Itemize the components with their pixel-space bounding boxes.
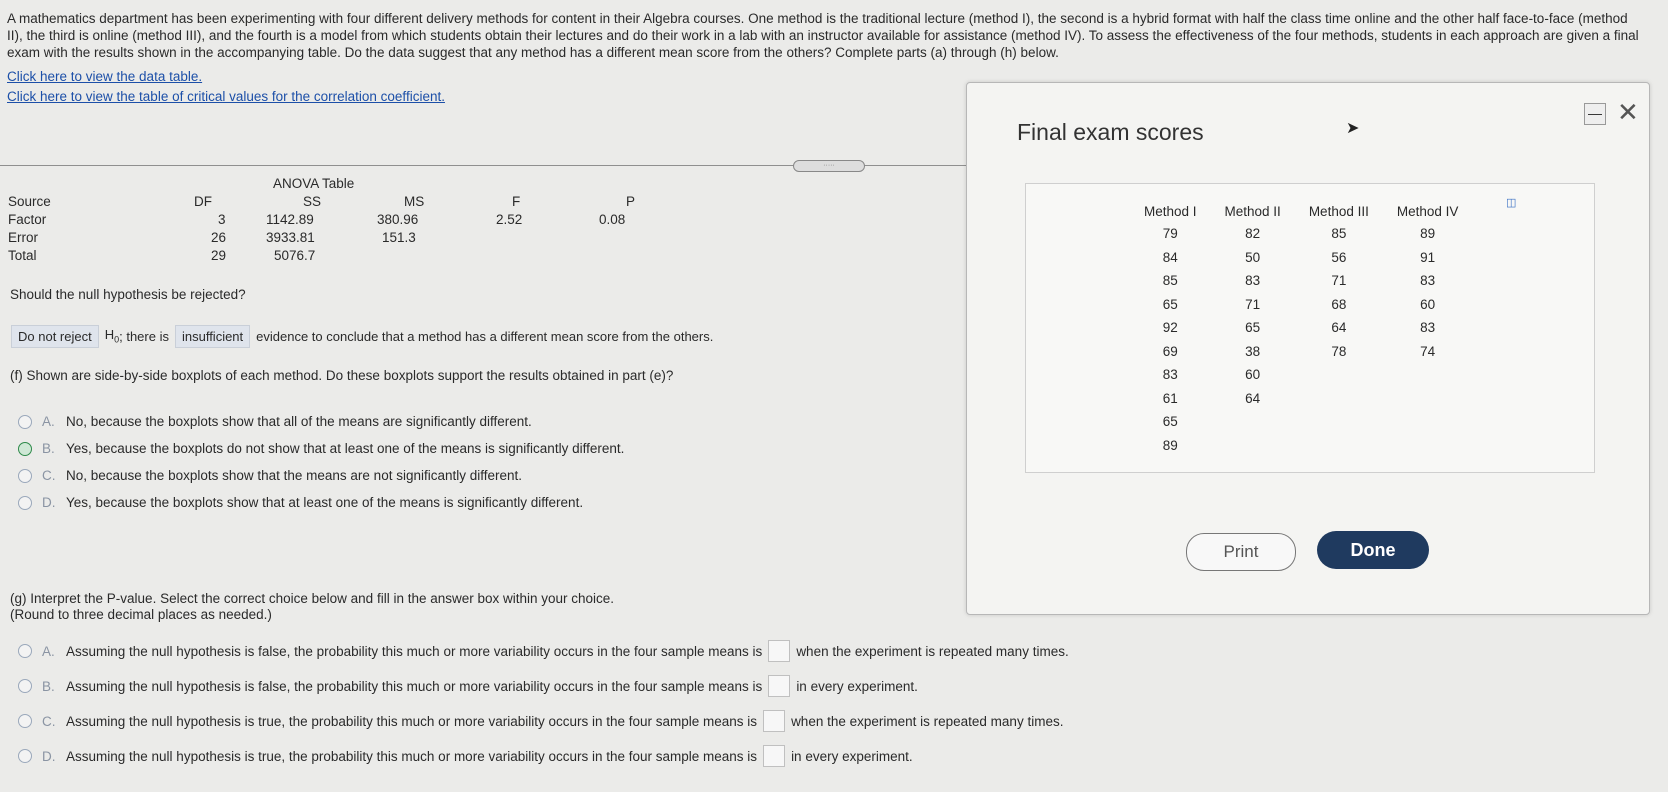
table-row (1130, 269, 1472, 293)
table-cell: 50 (1245, 249, 1261, 265)
table-cell: 83 (1245, 273, 1261, 289)
table-cell (1383, 434, 1473, 458)
close-button[interactable]: ✕ (1617, 97, 1639, 127)
question-e: Should the null hypothesis be rejected? (10, 287, 246, 302)
option-letter: A. (42, 643, 55, 659)
anova-header: SS (303, 194, 322, 209)
table-cell (1295, 434, 1383, 458)
table-cell: 38 (1245, 343, 1261, 359)
option-text: Assuming the null hypothesis is false, the probability this much or more variability occurs in the four sample means is (66, 643, 763, 659)
copy-icon[interactable]: ◫ (1506, 197, 1517, 209)
option-f-b[interactable] (18, 441, 624, 456)
table-cell: 56 (1331, 249, 1347, 265)
option-g-d[interactable] (18, 745, 913, 767)
table-cell: 83 (1420, 320, 1436, 336)
anova-cell: 26 (211, 230, 227, 245)
option-f-c[interactable] (18, 468, 522, 483)
table-cell: 65 (1162, 296, 1178, 312)
option-g-a[interactable] (18, 640, 1069, 662)
mouse-cursor-icon: ➤ (1346, 120, 1360, 137)
table-cell: 83 (1420, 273, 1436, 289)
table-row (1130, 410, 1472, 434)
scores-table (1130, 200, 1472, 457)
option-text: Assuming the null hypothesis is false, the probability this much or more variability occurs in the four sample means is (66, 678, 763, 694)
table-row (1130, 222, 1472, 246)
table-cell (1295, 410, 1383, 434)
radio-button-checked[interactable] (18, 442, 32, 456)
table-cell: 60 (1245, 367, 1261, 383)
anova-header: F (512, 194, 521, 209)
option-text-after: when the experiment is repeated many times. (796, 643, 1069, 659)
dialog-title: Final exam scores (1017, 119, 1204, 145)
radio-button[interactable] (18, 749, 32, 763)
option-text: Assuming the null hypothesis is true, the probability this much or more variability occurs in the four sample means is (66, 748, 758, 764)
anova-cell: Factor (8, 212, 47, 227)
final-exam-scores-dialog (966, 82, 1650, 615)
option-text: No, because the boxplots show that the means are not significantly different. (66, 468, 523, 483)
option-text: No, because the boxplots show that all of the means are significantly different. (66, 414, 532, 429)
option-text: Yes, because the boxplots do not show that at least one of the means is significantly different. (66, 441, 625, 456)
question-prompt: A mathematics department has been experimenting with four different delivery methods for content in their Algebra courses. One method is the traditional lecture (method I), the second is a hybrid format with half the class time online and the other half face-to-face (method II), the third is online (method III), and the fourth is a model from which students obtain their lectures and do their work in a lab with an instructor available for assistance (method IV). To assess the effectiveness of the four methods, students in each approach are given a final exam with the results shown in the accompanying table. Do the data suggest that any method has a different mean score from the others? Complete parts (a) through (h) below. (7, 11, 1639, 60)
anova-cell: 0.08 (599, 212, 626, 227)
resize-grip[interactable]: ····· (793, 160, 865, 172)
h0-label (105, 327, 119, 345)
option-letter: A. (42, 414, 55, 429)
evidence-dropdown[interactable]: insufficient (175, 325, 250, 348)
h0-sub: 0 (114, 334, 120, 345)
table-row (1130, 340, 1472, 364)
table-cell: 89 (1420, 226, 1436, 242)
critical-values-link[interactable]: Click here to view the table of critical values for the correlation coefficient. (7, 89, 445, 104)
table-cell (1211, 434, 1295, 458)
anova-title: ANOVA Table (273, 176, 355, 191)
option-text-after: in every experiment. (791, 748, 913, 764)
option-letter: B. (42, 441, 55, 456)
anova-cell: 5076.7 (274, 248, 316, 263)
table-row (1130, 434, 1472, 458)
done-button[interactable]: Done (1317, 531, 1429, 569)
answer-box[interactable] (763, 745, 785, 767)
table-cell: 84 (1162, 249, 1178, 265)
anova-cell: Total (8, 248, 37, 263)
radio-button[interactable] (18, 714, 32, 728)
table-row (1130, 363, 1472, 387)
option-letter: D. (42, 748, 56, 764)
table-cell: 78 (1331, 343, 1347, 359)
option-text: Yes, because the boxplots show that at least one of the means is significantly different. (66, 495, 584, 510)
answer-box[interactable] (768, 675, 790, 697)
table-row (1130, 246, 1472, 270)
table-cell: 68 (1331, 296, 1347, 312)
answer-e-mid: ; there is (119, 328, 169, 344)
question-g: (g) Interpret the P-value. Select the correct choice below and fill in the answer box within your choice. (10, 591, 615, 606)
table-cell: 85 (1162, 273, 1178, 289)
table-cell: 65 (1245, 320, 1261, 336)
radio-button[interactable] (18, 644, 32, 658)
table-cell: 69 (1162, 343, 1178, 359)
anova-header: DF (194, 194, 212, 209)
column-header: Method II (1224, 203, 1281, 219)
radio-button[interactable] (18, 496, 32, 510)
table-cell: 65 (1162, 414, 1178, 430)
anova-cell: 3933.81 (266, 230, 315, 245)
option-text-after: when the experiment is repeated many times. (791, 713, 1064, 729)
table-cell: 74 (1420, 343, 1436, 359)
anova-cell: 29 (211, 248, 227, 263)
table-row (1130, 316, 1472, 340)
radio-button[interactable] (18, 415, 32, 429)
table-cell: 89 (1162, 437, 1178, 453)
table-header-row (1130, 200, 1472, 222)
table-cell: 92 (1162, 320, 1178, 336)
column-header: Method I (1144, 203, 1197, 219)
option-g-c[interactable] (18, 710, 1063, 732)
option-text-after: in every experiment. (796, 678, 918, 694)
option-text: Assuming the null hypothesis is true, the probability this much or more variability occurs in the four sample means is (66, 713, 758, 729)
table-cell (1211, 410, 1295, 434)
table-row (1130, 387, 1472, 411)
table-cell: 83 (1162, 367, 1178, 383)
table-cell (1295, 387, 1383, 411)
table-cell (1295, 363, 1383, 387)
column-header: Method IV (1396, 203, 1459, 219)
option-letter: C. (42, 713, 56, 729)
answer-box[interactable] (763, 710, 785, 732)
option-letter: C. (42, 468, 56, 483)
question-g-note: (Round to three decimal places as needed.) (10, 607, 272, 622)
anova-cell: 3 (218, 212, 226, 227)
print-button[interactable]: Print (1186, 533, 1296, 571)
option-f-d[interactable] (18, 495, 583, 510)
anova-header: MS (404, 194, 425, 209)
table-cell: 82 (1245, 226, 1261, 242)
anova-cell: 380.96 (377, 212, 419, 227)
table-cell: 61 (1162, 390, 1178, 406)
anova-cell: Error (8, 230, 38, 245)
table-row (1130, 293, 1472, 317)
table-cell: 60 (1420, 296, 1436, 312)
minimize-button[interactable]: — (1584, 103, 1606, 125)
table-cell: 85 (1331, 226, 1347, 242)
table-cell (1383, 410, 1473, 434)
reject-dropdown[interactable]: Do not reject (11, 325, 99, 348)
answer-e-end: evidence to conclude that a method has a different mean score from the others. (256, 328, 714, 344)
scores-table-container (1025, 183, 1595, 473)
option-letter: B. (42, 678, 55, 694)
anova-header: Source (8, 194, 51, 209)
radio-button[interactable] (18, 679, 32, 693)
table-cell: 91 (1420, 249, 1436, 265)
table-cell (1383, 363, 1473, 387)
option-g-b[interactable] (18, 675, 918, 697)
table-cell (1383, 387, 1473, 411)
option-letter: D. (42, 495, 56, 510)
table-cell: 79 (1162, 226, 1178, 242)
table-cell: 64 (1245, 390, 1261, 406)
table-cell: 71 (1245, 296, 1261, 312)
answer-box[interactable] (768, 640, 790, 662)
table-cell: 71 (1331, 273, 1347, 289)
h0-main: H (104, 327, 115, 343)
option-f-a[interactable] (18, 414, 532, 429)
radio-button[interactable] (18, 469, 32, 483)
question-f: (f) Shown are side-by-side boxplots of each method. Do these boxplots support the results obtained in part (e)? (10, 368, 674, 383)
anova-header: P (626, 194, 636, 209)
table-cell: 64 (1331, 320, 1347, 336)
anova-cell: 2.52 (496, 212, 523, 227)
data-table-link[interactable]: Click here to view the data table. (7, 69, 203, 84)
anova-cell: 1142.89 (266, 212, 314, 227)
answer-e (11, 323, 713, 349)
column-header: Method III (1308, 203, 1369, 219)
anova-cell: 151.3 (382, 230, 416, 245)
